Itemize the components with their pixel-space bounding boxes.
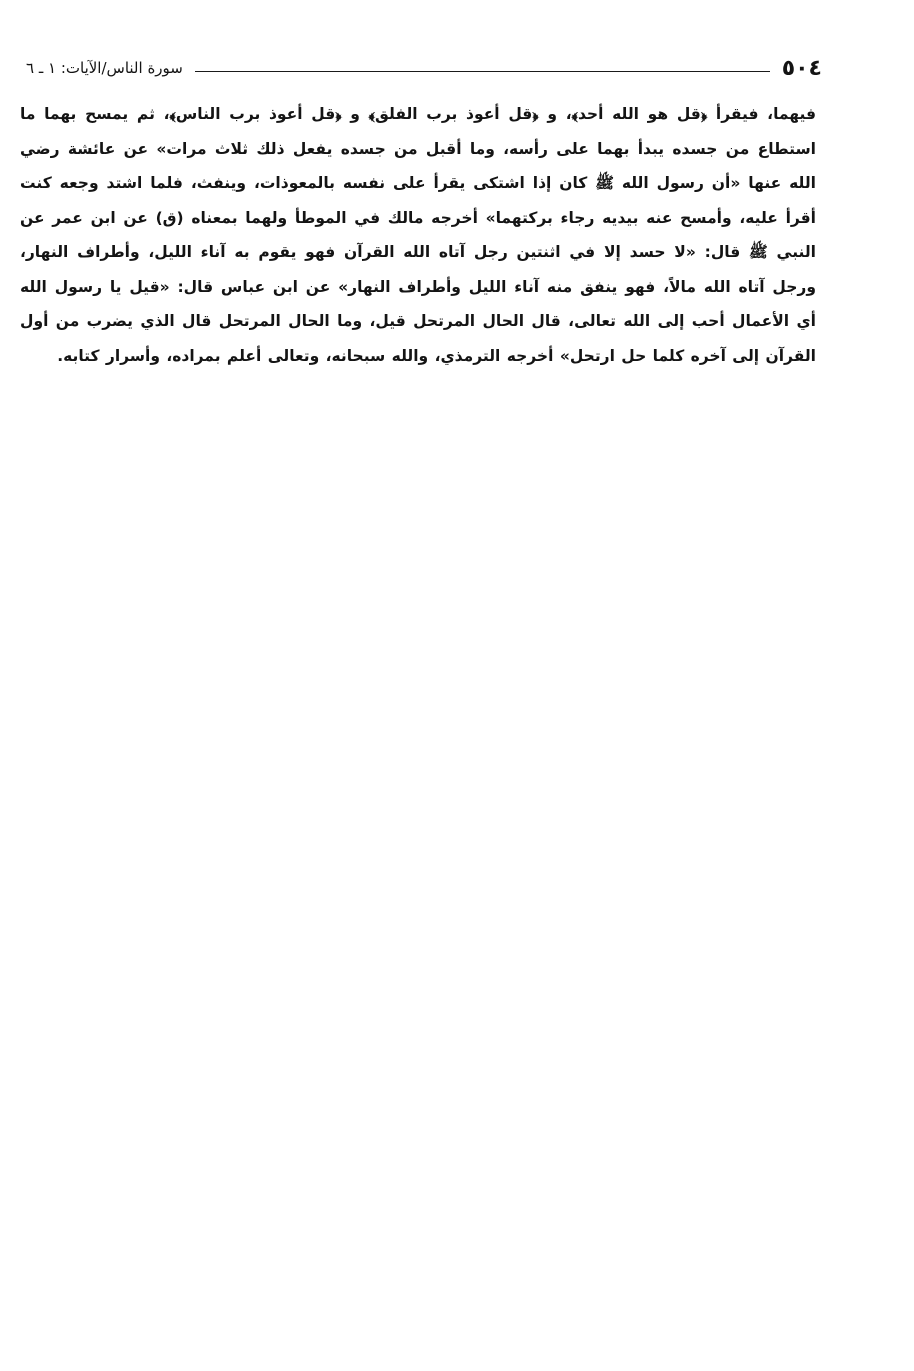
- page-number: ٥٠٤: [781, 55, 822, 81]
- page-header: [26, 52, 822, 84]
- header-rule: [195, 71, 770, 72]
- running-title: سورة الناس/الآيات: ١ ـ ٦: [26, 59, 183, 77]
- body-paragraph: فيهما، فيقرأ ﴿قل هو الله أحد﴾، و ﴿قل أعوذ برب الفلق﴾ و ﴿قل أعوذ برب الناس﴾، ثم يمسح بهما ما استطاع من جسده يبدأ بهما على رأسه، وما أقبل من جسده يفعل ذلك ثلاث مرات» عن عائشة رضي الله عنها «أن رسول الله ﷺ كان إذا اشتكى يقرأ على نفسه بالمعوذات، وينفث، فلما اشتد وجعه كنت أقرأ عليه، وأمسح عنه بيديه رجاء بركتهما» أخرجه مالك في الموطأ ولهما بمعناه (ق) عن ابن عمر عن النبي ﷺ قال: «لا حسد إلا في اثنتين رجل آتاه الله القرآن فهو يقوم به آناء الليل، وأطراف النهار، ورجل آتاه الله مالاً، فهو ينفق منه آناء الليل وأطراف النهار» عن ابن عباس قال: «قيل يا رسول الله أي الأعمال أحب إلى الله تعالى، قال الحال المرتحل قيل، وما الحال المرتحل قال الذي يضرب من أول القرآن إلى آخره كلما حل ارتحل» أخرجه الترمذي، والله سبحانه، وتعالى أعلم بمراده، وأسرار كتابه.: [20, 105, 816, 365]
